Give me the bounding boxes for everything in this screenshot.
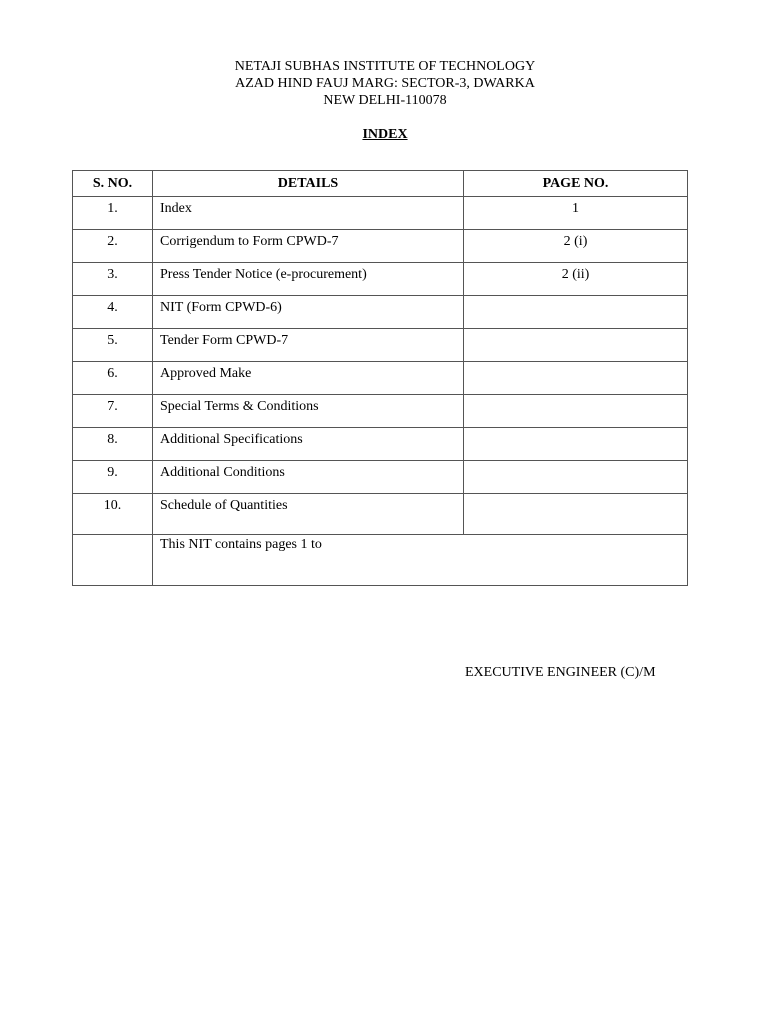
row-page <box>464 494 688 535</box>
row-page <box>464 362 688 395</box>
row-sno: 1. <box>73 197 153 230</box>
row-page <box>464 461 688 494</box>
table-row <box>73 395 688 428</box>
row-page: 1 <box>464 197 688 230</box>
row-details: Corrigendum to Form CPWD-7 <box>153 230 464 263</box>
row-details: Schedule of Quantities <box>153 494 464 535</box>
table-row <box>73 494 688 535</box>
row-details: NIT (Form CPWD-6) <box>153 296 464 329</box>
row-sno: 2. <box>73 230 153 263</box>
row-page <box>464 329 688 362</box>
table-row <box>73 230 688 263</box>
footer-empty-cell <box>73 535 153 586</box>
row-details: Tender Form CPWD-7 <box>153 329 464 362</box>
table-row <box>73 263 688 296</box>
row-page: 2 (ii) <box>464 263 688 296</box>
row-page <box>464 428 688 461</box>
table-row <box>73 329 688 362</box>
row-sno: 4. <box>73 296 153 329</box>
row-details: Index <box>153 197 464 230</box>
row-details: Approved Make <box>153 362 464 395</box>
table-footer-row <box>73 535 688 586</box>
table-row <box>73 197 688 230</box>
page-count-note: This NIT contains pages 1 to <box>153 535 688 586</box>
signature-designation: EXECUTIVE ENGINEER (C)/M <box>465 665 656 680</box>
row-page: 2 (i) <box>464 230 688 263</box>
row-details: Special Terms & Conditions <box>153 395 464 428</box>
row-details: Press Tender Notice (e-procurement) <box>153 263 464 296</box>
row-sno: 7. <box>73 395 153 428</box>
table-row <box>73 428 688 461</box>
index-table <box>72 170 688 586</box>
row-page <box>464 395 688 428</box>
column-header-details: DETAILS <box>153 171 464 197</box>
row-sno: 5. <box>73 329 153 362</box>
page-title: INDEX <box>362 127 408 142</box>
row-sno: 6. <box>73 362 153 395</box>
row-page <box>464 296 688 329</box>
table-row <box>73 461 688 494</box>
table-row <box>73 362 688 395</box>
table-row <box>73 296 688 329</box>
institute-city: NEW DELHI-110078 <box>323 93 447 108</box>
row-sno: 9. <box>73 461 153 494</box>
row-details: Additional Conditions <box>153 461 464 494</box>
column-header-sno: S. NO. <box>73 171 153 197</box>
table-header-row <box>73 171 688 197</box>
row-details: Additional Specifications <box>153 428 464 461</box>
column-header-page: PAGE NO. <box>464 171 688 197</box>
institute-address: AZAD HIND FAUJ MARG: SECTOR-3, DWARKA <box>235 76 535 91</box>
row-sno: 10. <box>73 494 153 535</box>
document-header <box>0 58 770 109</box>
row-sno: 8. <box>73 428 153 461</box>
row-sno: 3. <box>73 263 153 296</box>
institute-name: NETAJI SUBHAS INSTITUTE OF TECHNOLOGY <box>234 59 536 74</box>
